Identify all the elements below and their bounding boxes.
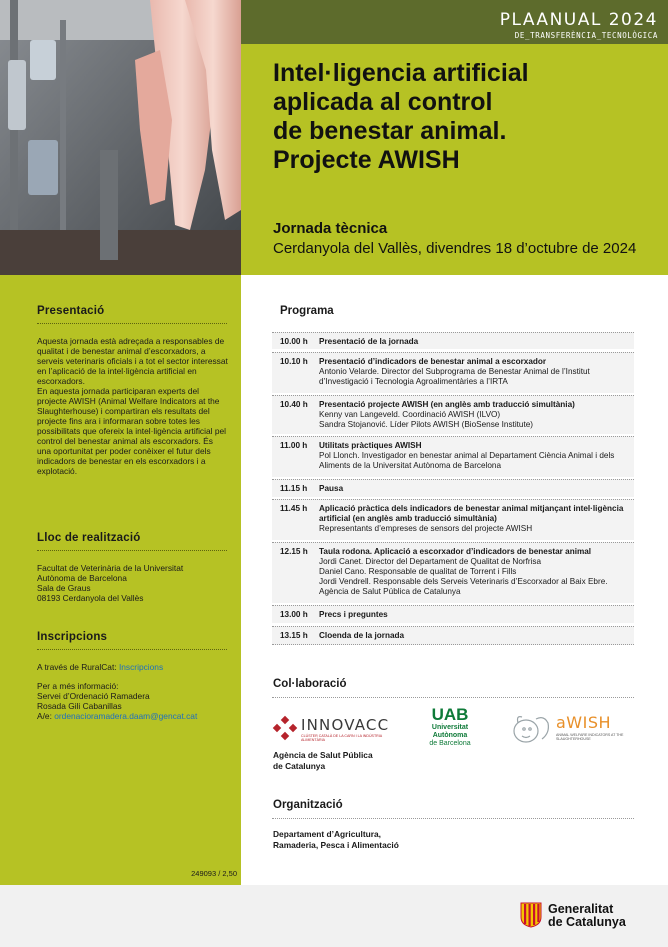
innovacc-mark-icon: [272, 715, 298, 741]
presentacio-heading: Presentació: [37, 305, 105, 317]
program-body: [319, 400, 631, 430]
main-title-line: aplicada al control: [273, 88, 493, 116]
program-body: [319, 484, 631, 494]
program-title: Taula rodona. Aplicació a escorxador d’indicadors de benestar animal: [319, 547, 592, 556]
awish-tagline: ANIMAL WELFARE INDICATORS AT THE SLAUGHTERHOUSE: [556, 733, 624, 741]
program-detail: Sandra Stojanović. Líder Pilots AWISH (BioSense Institute): [319, 420, 534, 429]
organitzacio-heading: Organització: [273, 799, 343, 811]
divider: [272, 697, 634, 698]
email-line: [37, 711, 229, 721]
program-body: [319, 610, 631, 620]
program-detail: Jordi Canet. Director del Departament de Qualitat de Norfrisa: [319, 557, 542, 566]
uab-name: UAB: [431, 705, 469, 724]
info-line: Servei d’Ordenació Ramadera: [37, 691, 150, 701]
plan-annual-title: PLAANUAL 2024: [499, 10, 658, 30]
program-time: 11.15 h: [280, 484, 308, 493]
inscripcions-text: [37, 662, 229, 721]
program-detail: Pol Llonch. Investigador en benestar animal al Departament Ciència Animal i dels Aliments de la Universitat Autònoma de Barcelona: [319, 451, 615, 470]
program-body: [319, 441, 631, 471]
program-time: 13.15 h: [280, 631, 308, 640]
organitzacio-department: [273, 829, 399, 851]
inscripcions-link[interactable]: Inscripcions: [118, 662, 164, 672]
address-line: 08193 Cerdanyola del Vallès: [37, 593, 144, 603]
price-code: 249093 / 2,50: [191, 869, 237, 878]
header-band: [241, 0, 668, 44]
main-title-line: Projecte AWISH: [273, 146, 460, 174]
awish-logo: [510, 709, 634, 753]
program-row: [272, 626, 634, 645]
divider: [272, 818, 634, 819]
info-line: Rosada Gili Cabanillas: [37, 701, 122, 711]
program-row: [272, 605, 634, 623]
program-row: [272, 332, 634, 349]
lloc-address: [37, 563, 229, 603]
agencia-line: de Catalunya: [273, 761, 326, 771]
lloc-heading: Lloc de realització: [37, 532, 141, 544]
department-line: Departament d’Agricultura,: [273, 829, 381, 839]
ruralcat-prefix: A través de RuralCat:: [37, 662, 119, 672]
program-row: [272, 542, 634, 603]
program-title: Presentació de la jornada: [319, 337, 419, 346]
divider: [37, 550, 227, 551]
awish-name: aWISH: [556, 713, 612, 732]
info-line: Per a més informació:: [37, 681, 119, 691]
program-detail: Representants d’empreses de sensors del projecte AWISH: [319, 524, 533, 533]
main-title-line: Intel·ligencia artificial: [273, 59, 529, 87]
program-row: [272, 499, 634, 540]
presentacio-paragraph: Aquesta jornada està adreçada a responsables de qualitat i de benestar animal d’escorxadors, a serveis veterinaris oficials i a tot el sector interessat en l’aplicació de la intel·ligència artificial en escorxadors.: [37, 336, 228, 386]
agencia-salut: [273, 750, 373, 772]
address-line: Sala de Graus: [37, 583, 91, 593]
program-title: Cloenda de la jornada: [319, 631, 405, 640]
presentacio-text: [37, 336, 229, 476]
program-detail: Antonio Velarde. Director del Subprograma de Benestar Animal de l’Institut d’Investigació i Tecnologia Agroalimentàries a l’IRTA: [319, 367, 590, 386]
program-detail: Jordi Vendrell. Responsable dels Serveis Veterinaris d’Escorxador al Baix Ebre. Agència de Salut Pública de Catalunya: [319, 577, 608, 596]
uab-logo: [414, 706, 486, 750]
program-body: [319, 547, 631, 597]
program-detail: Daniel Cano. Responsable de qualitat de Torrent i Fills: [319, 567, 517, 576]
program-row: [272, 436, 634, 477]
program-time: 10.00 h: [280, 337, 308, 346]
address-line: Autònoma de Barcelona: [37, 573, 127, 583]
program-title: Utilitats pràctiques AWISH: [319, 441, 422, 450]
awish-animals-icon: [510, 709, 554, 749]
inscripcions-heading: Inscripcions: [37, 631, 108, 643]
generalitat-line: de Catalunya: [548, 915, 626, 929]
divider: [37, 649, 227, 650]
program-body: [319, 631, 631, 641]
program-title: Precs i preguntes: [319, 610, 388, 619]
plan-annual-subtitle: DE_TRANSFERÈNCIA_TECNOLÒGICA: [514, 31, 658, 40]
innovacc-logo: [272, 713, 398, 743]
main-title: [273, 59, 663, 175]
innovacc-tagline: CLÚSTER CATALÀ DE LA CARN I LA INDÚSTRIA ALIMENTÀRIA: [301, 734, 382, 742]
generalitat-line: Generalitat: [548, 902, 614, 916]
program-title: Presentació d’indicadors de benestar animal a escorxador: [319, 357, 547, 366]
program-row: [272, 479, 634, 497]
program-body: [319, 504, 631, 534]
program-time: 10.10 h: [280, 357, 308, 366]
program-time: 12.15 h: [280, 547, 308, 556]
uab-line: de Barcelona: [429, 740, 471, 747]
program-detail: Kenny van Langeveld. Coordinació AWISH (ILVO): [319, 410, 501, 419]
program-body: [319, 337, 631, 347]
email-link[interactable]: ordenacioramadera.daam@gencat.cat: [54, 711, 198, 721]
department-line: Ramaderia, Pesca i Alimentació: [273, 840, 399, 850]
divider: [37, 323, 227, 324]
ruralcat-line: [37, 662, 229, 672]
agencia-line: Agència de Salut Pública: [273, 750, 373, 760]
program-row: [272, 395, 634, 434]
slaughterhouse-photo: [0, 0, 241, 275]
program-time: 11.00 h: [280, 441, 308, 450]
event-place-date: Cerdanyola del Vallès, divendres 18 d’octubre de 2024: [273, 240, 637, 257]
program-time: 11.45 h: [280, 504, 308, 513]
innovacc-name: INNOVACC: [301, 716, 390, 734]
program-title: Pausa: [319, 484, 344, 493]
program-row: [272, 352, 634, 393]
spacer: [37, 672, 229, 681]
event-type: Jornada tècnica: [273, 220, 388, 237]
uab-line: Universitat Autònoma: [431, 724, 469, 739]
collaboracio-heading: Col·laboració: [273, 678, 347, 690]
presentacio-paragraph: En aquesta jornada participaran experts del projecte AWISH (Animal Welfare Indicators at the Slaughterhouse) i compartiran els resultats del projecte fins ara i informaran sobre totes les possibilitats que ofereix la intel·ligència artificial pel control del benestar animal als escorxadors. És una oportunitat per poder conèixer el futur dels indicadors de benestar en els escorxadors i a explotació.: [37, 386, 226, 476]
program-title: Aplicació pràctica dels indicadors de benestar animal mitjançant intel·ligència artificial (en anglès amb traducció simultània): [319, 504, 624, 523]
generalitat-emblem-icon: [520, 902, 542, 928]
address-line: Facultat de Veterinària de la Universitat: [37, 563, 184, 573]
carcass-illustration: [0, 0, 241, 275]
main-title-line: de benestar animal.: [273, 117, 507, 145]
generalitat-wordmark: [548, 903, 626, 929]
program-body: [319, 357, 631, 387]
program-time: 10.40 h: [280, 400, 308, 409]
program-title: Presentació projecte AWISH (en anglès amb traducció simultània): [319, 400, 575, 409]
email-prefix: A/e:: [37, 711, 55, 721]
programa-heading: Programa: [280, 305, 334, 317]
program-time: 13.00 h: [280, 610, 308, 619]
